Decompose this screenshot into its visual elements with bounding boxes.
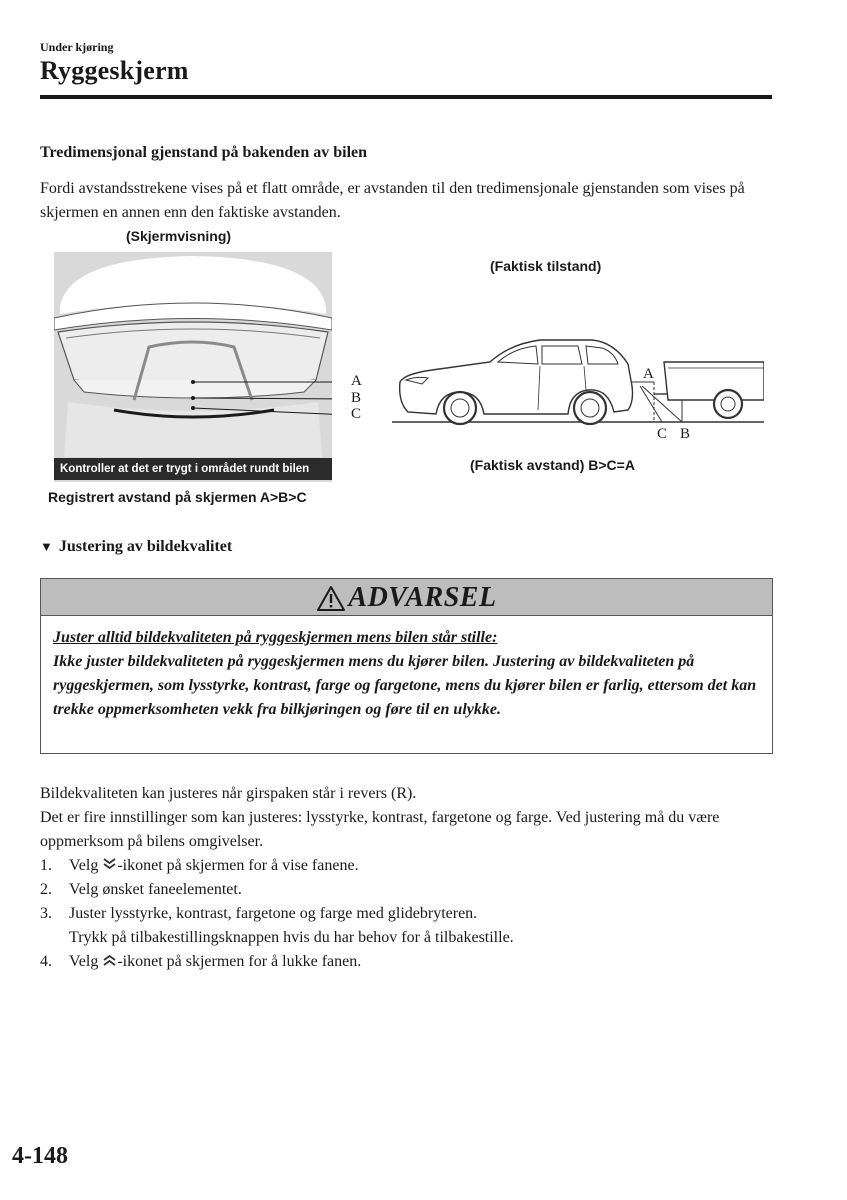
section-heading-text: Justering av bildekvalitet [58,538,233,555]
screen-view-caption: (Skjermvisning) [126,228,232,244]
registered-distance-caption: Registrert avstand på skjermen A>B>C [48,489,307,505]
screen-safety-banner: Kontroller at det er trygt i området rundt bilen [54,458,332,480]
warning-body [41,616,772,722]
actual-label-a: A [643,366,654,382]
triangle-down-icon: ▼ [40,539,53,554]
body-text [40,782,780,854]
step-item [40,950,780,974]
section-label: Under kjøring [40,40,114,54]
warning-title: ADVARSEL [348,582,497,613]
actual-label-c: C [657,426,668,442]
step-number: 3. [40,905,52,922]
steps-list [40,854,780,974]
step-text: -ikonet på skjermen for å vise fanene. [117,857,359,874]
warning-lead-line: Juster alltid bildekvaliteten på ryggeskjermen mens bilen står stille: [53,629,498,646]
actual-condition-caption: (Faktisk tilstand) [490,258,602,274]
actual-distance-caption: (Faktisk avstand) B>C=A [470,457,635,473]
title-divider [40,95,772,99]
intro-paragraph: Fordi avstandsstrekene vises på et flatt område, er avstanden til den tredimensjonale gjenstanden som vises på skjermen en annen enn den faktiske avstanden. [40,180,745,221]
step-text: Velg [69,857,103,874]
step-item [40,878,780,902]
step-number: 1. [40,857,52,874]
step-text: -ikonet på skjermen for å lukke fanen. [117,953,362,970]
step-item [40,854,780,878]
rear-camera-screen-illustration [54,252,332,482]
page-title: Ryggeskjerm [40,56,189,85]
screen-label-a: A [351,373,362,389]
body-paragraph-2: Det er fire innstillinger som kan justeres: lysstyrke, kontrast, fargetone og farge. Ved justering må du være oppmerksom på bilens omgivelser. [40,809,720,850]
screen-label-c: C [351,406,362,422]
step-text: Velg ønsket faneelementet. [69,881,242,898]
warning-box [40,578,773,754]
double-chevron-up-icon [102,953,117,967]
step-text: Velg [69,953,103,970]
page-number: 4-148 [12,1143,68,1169]
step-text: Juster lysstyrke, kontrast, fargetone og farge med glidebryteren. [69,905,478,922]
double-chevron-down-icon [102,857,117,871]
step-number: 2. [40,881,52,898]
step-text: Trykk på tilbakestillingsknappen hvis du har behov for å tilbakestille. [69,929,514,946]
warning-text: Ikke juster bildekvaliteten på ryggeskjermen mens du kjører bilen. Justering av bildekvaliteten på ryggeskjermen, som lysstyrke, kontrast, farge og fargetone, mens du kjører bilen er farlig, ettersom det kan trekke oppmerksomheten vekk fra bilkjøringen og føre til en ulykke. [53,653,757,718]
warning-triangle-icon [316,584,346,612]
actual-label-b: B [680,426,691,442]
section-heading-image-quality [40,538,232,556]
car-and-trailer-illustration [392,330,764,430]
step-number: 4. [40,953,52,970]
screen-label-b: B [351,390,362,406]
section-heading-3d-object: Tredimensjonal gjenstand på bakenden av bilen [40,144,368,161]
step-item [40,902,780,950]
body-paragraph-1: Bildekvaliteten kan justeres når girspaken står i revers (R). [40,785,417,802]
warning-header [41,579,772,616]
